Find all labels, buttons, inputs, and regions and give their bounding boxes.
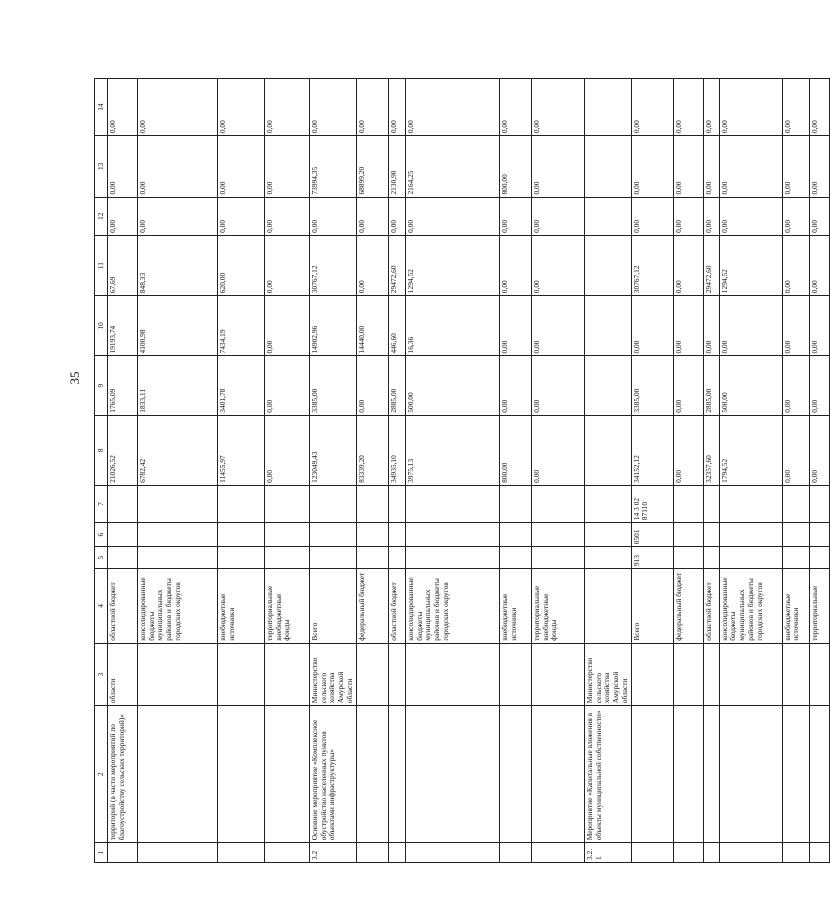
table-cell: 32357,60	[703, 415, 719, 485]
table-cell	[389, 547, 406, 569]
table-cell	[631, 643, 673, 706]
table-cell: 14440,00	[357, 296, 389, 356]
table-cell: 1833,11	[138, 356, 218, 415]
table-cell: внебюджетные источники	[500, 569, 532, 644]
table-cell	[809, 523, 829, 547]
table-cell: федеральный бюджет	[357, 569, 389, 644]
table-cell	[500, 547, 532, 569]
table-cell	[585, 235, 632, 295]
table-cell: территорий (в части мероприятий по благоустройству сельских территорий)»	[108, 706, 138, 843]
header-cell: 13	[95, 136, 108, 197]
table-cell	[310, 485, 357, 522]
table-cell	[673, 706, 703, 843]
table-cell: Всего	[631, 569, 673, 644]
table-cell	[782, 843, 809, 863]
table-cell: областной бюджет	[389, 569, 406, 644]
table-cell	[585, 356, 632, 415]
table-cell	[782, 523, 809, 547]
table-header-row	[95, 79, 108, 863]
table-cell: территориальные внебюджетные фонды	[532, 569, 585, 644]
table-cell: 800,00	[500, 136, 532, 197]
table-cell	[585, 136, 632, 197]
table-cell: 4100,98	[138, 296, 218, 356]
table-cell: 0,00	[532, 235, 585, 295]
table-cell	[389, 843, 406, 863]
table-cell	[673, 523, 703, 547]
table-cell	[532, 523, 585, 547]
table-cell: консолидированные бюджеты муниципальных районов и бюджеты городских округов	[719, 569, 782, 644]
table-cell: 446,60	[389, 296, 406, 356]
table-cell	[406, 523, 500, 547]
table-row	[310, 79, 357, 863]
table-cell	[108, 523, 138, 547]
table-cell: 848,33	[138, 235, 218, 295]
table-cell: 0,00	[719, 136, 782, 197]
table-cell: 0,00	[500, 356, 532, 415]
table-cell: 0,00	[357, 197, 389, 235]
table-cell: 0,00	[673, 197, 703, 235]
table-cell: 0,00	[310, 197, 357, 235]
table-cell: 0,00	[631, 296, 673, 356]
table-cell	[357, 643, 389, 706]
table-cell: 0,00	[265, 79, 310, 136]
header-cell: 1	[95, 843, 108, 863]
table-cell: внебюджетные источники	[782, 569, 809, 644]
table-cell: 0,00	[138, 197, 218, 235]
table-cell: 11455,97	[218, 415, 265, 485]
header-cell: 12	[95, 197, 108, 235]
table-row	[631, 79, 673, 863]
table-cell	[108, 547, 138, 569]
table-cell	[357, 485, 389, 522]
table-cell	[673, 843, 703, 863]
table-row	[218, 79, 265, 863]
header-cell: 6	[95, 523, 108, 547]
table-row	[809, 79, 829, 863]
table-cell	[218, 485, 265, 522]
table-cell: 0,00	[719, 296, 782, 356]
table-cell: 0,00	[782, 356, 809, 415]
table-cell	[782, 547, 809, 569]
table-cell: 3.2	[310, 843, 357, 863]
table-cell	[406, 643, 500, 706]
table-cell: 123049,43	[310, 415, 357, 485]
table-cell: 0,00	[265, 197, 310, 235]
table-cell	[532, 706, 585, 843]
table-cell: 30767,12	[310, 235, 357, 295]
table-cell: областной бюджет	[703, 569, 719, 644]
page-number: 35	[67, 371, 82, 385]
table-cell	[108, 485, 138, 522]
table-cell: 0,00	[673, 296, 703, 356]
table-cell: 2885,00	[703, 356, 719, 415]
table-cell: 0,00	[673, 415, 703, 485]
header-cell: 9	[95, 356, 108, 415]
table-cell: 0,00	[532, 296, 585, 356]
table-cell: 0,00	[265, 235, 310, 295]
header-cell: 11	[95, 235, 108, 295]
table-cell: 14902,96	[310, 296, 357, 356]
table-cell	[500, 485, 532, 522]
table-cell: 30767,12	[631, 235, 673, 295]
table-cell	[500, 643, 532, 706]
table-cell	[138, 523, 218, 547]
table-cell: 0,00	[218, 79, 265, 136]
table-cell: 0,00	[357, 356, 389, 415]
table-cell: 3.2.1	[585, 843, 632, 863]
table-cell	[673, 547, 703, 569]
table-row	[673, 79, 703, 863]
table-cell	[782, 485, 809, 522]
table-cell: 0,00	[389, 79, 406, 136]
table-cell: 0,00	[782, 136, 809, 197]
table-cell: Мероприятие «Капитальные вложения в объекты муниципальной собственности»	[585, 706, 632, 843]
table-cell: 3385,00	[631, 356, 673, 415]
table-cell	[500, 523, 532, 547]
table-cell	[585, 197, 632, 235]
table-cell: 0,00	[406, 79, 500, 136]
table-cell: 0,00	[703, 136, 719, 197]
table-cell: 21026,52	[108, 415, 138, 485]
table-cell	[218, 643, 265, 706]
table-cell: 2164,25	[406, 136, 500, 197]
table-cell: 0,00	[782, 197, 809, 235]
table-row	[389, 79, 406, 863]
table-cell	[265, 523, 310, 547]
table-cell	[809, 547, 829, 569]
table-cell: 0,00	[138, 79, 218, 136]
table-cell: 0,00	[532, 79, 585, 136]
table-row	[782, 79, 809, 863]
table-cell	[809, 843, 829, 863]
table-cell: 0,00	[500, 79, 532, 136]
table-cell: 0,00	[532, 136, 585, 197]
table-cell: 0,00	[108, 136, 138, 197]
table-cell: 0,00	[631, 197, 673, 235]
table-cell: Всего	[310, 569, 357, 644]
table-cell	[719, 706, 782, 843]
table-cell: 14 3 02 87110	[631, 485, 673, 522]
table-cell: 0,00	[673, 235, 703, 295]
table-cell: 0,00	[631, 136, 673, 197]
table-cell: 0,00	[782, 235, 809, 295]
table-cell: 0,00	[809, 136, 829, 197]
table-cell	[631, 843, 673, 863]
table-cell	[585, 569, 632, 644]
table-row	[719, 79, 782, 863]
table-cell: 0,00	[673, 79, 703, 136]
table-cell	[703, 485, 719, 522]
table-cell	[218, 547, 265, 569]
table-cell: 0,00	[782, 415, 809, 485]
table-cell: 0,00	[703, 197, 719, 235]
table-cell: 0501	[631, 523, 673, 547]
table-cell	[719, 643, 782, 706]
table-cell: областной бюджет	[108, 569, 138, 644]
table-cell: 7434,19	[218, 296, 265, 356]
table-cell: 0,00	[265, 296, 310, 356]
table-cell	[809, 485, 829, 522]
table-cell: 0,00	[500, 296, 532, 356]
table-cell: 73994,35	[310, 136, 357, 197]
table-cell: 0,00	[719, 197, 782, 235]
table-cell: 1765,09	[108, 356, 138, 415]
header-cell: 7	[95, 485, 108, 522]
table-cell: 0,00	[809, 197, 829, 235]
table-cell	[719, 523, 782, 547]
table-cell: внебюджетные источники	[218, 569, 265, 644]
table-cell: 0,00	[782, 79, 809, 136]
table-cell	[673, 485, 703, 522]
table-cell: 500,00	[719, 356, 782, 415]
table-cell	[218, 843, 265, 863]
table-cell	[406, 485, 500, 522]
table-cell: 0,00	[265, 136, 310, 197]
table-cell: 34152,12	[631, 415, 673, 485]
table-cell: 0,00	[782, 296, 809, 356]
table-cell: территориальные	[809, 569, 829, 644]
budget-table-rotated	[94, 78, 819, 863]
table-cell	[532, 843, 585, 863]
table-cell: 29472,60	[389, 235, 406, 295]
table-cell: 800,00	[500, 415, 532, 485]
table-cell: 0,00	[673, 356, 703, 415]
table-row	[585, 79, 632, 863]
table-cell	[585, 547, 632, 569]
table-cell: Министерство сельского хозяйства Амурской области	[585, 643, 632, 706]
table-cell	[357, 706, 389, 843]
table-cell	[719, 547, 782, 569]
table-cell	[719, 843, 782, 863]
table-cell: 1294,52	[719, 235, 782, 295]
table-cell	[532, 547, 585, 569]
table-cell	[406, 547, 500, 569]
table-cell	[138, 547, 218, 569]
table-cell	[719, 485, 782, 522]
table-cell: 0,00	[809, 415, 829, 485]
budget-table	[94, 78, 830, 863]
table-cell	[389, 485, 406, 522]
table-cell: Основное мероприятие «Комплексное обустройство населенных пунктов объектами инфраструктуры»	[310, 706, 357, 843]
table-cell	[406, 706, 500, 843]
table-cell: 0,00	[809, 79, 829, 136]
table-row	[500, 79, 532, 863]
table-cell: 620,00	[218, 235, 265, 295]
table-cell: 34935,10	[389, 415, 406, 485]
table-cell	[357, 843, 389, 863]
table-cell	[265, 643, 310, 706]
table-cell: 0,00	[310, 79, 357, 136]
table-cell	[138, 706, 218, 843]
table-cell	[389, 523, 406, 547]
table-cell	[265, 485, 310, 522]
header-cell: 10	[95, 296, 108, 356]
table-cell	[357, 547, 389, 569]
table-cell: 0,00	[631, 79, 673, 136]
table-cell	[500, 843, 532, 863]
table-cell: 6782,42	[138, 415, 218, 485]
table-cell: 1794,52	[719, 415, 782, 485]
table-cell: 3975,13	[406, 415, 500, 485]
table-cell: 0,00	[809, 356, 829, 415]
header-cell: 14	[95, 79, 108, 136]
table-cell: 0,00	[138, 136, 218, 197]
table-cell	[585, 415, 632, 485]
table-cell	[406, 843, 500, 863]
table-cell	[138, 843, 218, 863]
table-cell: 3385,00	[310, 356, 357, 415]
table-cell: 0,00	[500, 235, 532, 295]
table-cell	[703, 643, 719, 706]
table-cell	[500, 706, 532, 843]
table-cell: области	[108, 643, 138, 706]
table-cell: 0,00	[265, 356, 310, 415]
table-cell	[673, 643, 703, 706]
table-cell: 0,00	[703, 296, 719, 356]
table-cell: 68899,20	[357, 136, 389, 197]
table-cell	[585, 79, 632, 136]
table-cell: 0,00	[265, 415, 310, 485]
table-row	[357, 79, 389, 863]
table-cell: 0,00	[532, 197, 585, 235]
table-row	[406, 79, 500, 863]
table-cell	[532, 485, 585, 522]
table-row	[108, 79, 138, 863]
table-cell	[782, 706, 809, 843]
table-cell	[265, 706, 310, 843]
table-cell	[585, 485, 632, 522]
table-cell: 1294,52	[406, 235, 500, 295]
header-cell: 5	[95, 547, 108, 569]
table-cell	[138, 643, 218, 706]
table-cell: 83339,20	[357, 415, 389, 485]
table-cell	[703, 843, 719, 863]
table-cell: 29472,60	[703, 235, 719, 295]
table-cell	[265, 843, 310, 863]
table-cell: 19193,74	[108, 296, 138, 356]
table-cell: 0,00	[809, 296, 829, 356]
header-cell: 2	[95, 706, 108, 843]
table-cell: 0,00	[406, 197, 500, 235]
table-cell	[703, 523, 719, 547]
table-cell: 0,00	[809, 235, 829, 295]
table-cell: 0,00	[108, 79, 138, 136]
table-cell: 0,00	[532, 356, 585, 415]
table-cell	[585, 523, 632, 547]
table-row	[138, 79, 218, 863]
table-row	[703, 79, 719, 863]
table-cell: 0,00	[500, 197, 532, 235]
table-cell	[138, 485, 218, 522]
header-cell: 3	[95, 643, 108, 706]
table-cell: федеральный бюджет	[673, 569, 703, 644]
table-row	[532, 79, 585, 863]
table-cell: 0,00	[673, 136, 703, 197]
table-cell	[357, 523, 389, 547]
table-cell	[809, 643, 829, 706]
table-cell: консолидированные бюджеты муниципальных районов и бюджеты городских округов	[138, 569, 218, 644]
table-cell: 2885,00	[389, 356, 406, 415]
header-cell: 8	[95, 415, 108, 485]
table-cell: 0,00	[703, 79, 719, 136]
table-cell: 2130,90	[389, 136, 406, 197]
table-cell	[532, 643, 585, 706]
table-cell	[310, 547, 357, 569]
header-cell: 4	[95, 569, 108, 644]
table-cell: 500,00	[406, 356, 500, 415]
table-cell	[389, 643, 406, 706]
table-cell	[585, 296, 632, 356]
table-cell	[218, 706, 265, 843]
table-cell: 0,00	[532, 415, 585, 485]
table-cell: 0,00	[218, 136, 265, 197]
table-cell	[310, 523, 357, 547]
table-cell	[809, 706, 829, 843]
table-cell	[389, 706, 406, 843]
table-cell: 16,36	[406, 296, 500, 356]
table-cell: 3401,78	[218, 356, 265, 415]
table-cell: консолидированные бюджеты муниципальных районов и бюджеты городских округов	[406, 569, 500, 644]
table-cell: 0,00	[218, 197, 265, 235]
table-cell	[108, 843, 138, 863]
table-cell: 67,69	[108, 235, 138, 295]
table-cell: 0,00	[357, 79, 389, 136]
table-cell: 0,00	[108, 197, 138, 235]
table-cell	[703, 547, 719, 569]
table-cell	[703, 706, 719, 843]
table-cell	[631, 706, 673, 843]
table-cell: 0,00	[719, 79, 782, 136]
table-cell: 0,00	[357, 235, 389, 295]
table-cell	[218, 523, 265, 547]
table-cell: территориальные внебюджетные фонды	[265, 569, 310, 644]
table-cell: 913	[631, 547, 673, 569]
table-cell: Министерство сельского хозяйства Амурской области	[310, 643, 357, 706]
table-cell: 0,00	[389, 197, 406, 235]
table-cell	[265, 547, 310, 569]
table-cell	[782, 643, 809, 706]
table-row	[265, 79, 310, 863]
